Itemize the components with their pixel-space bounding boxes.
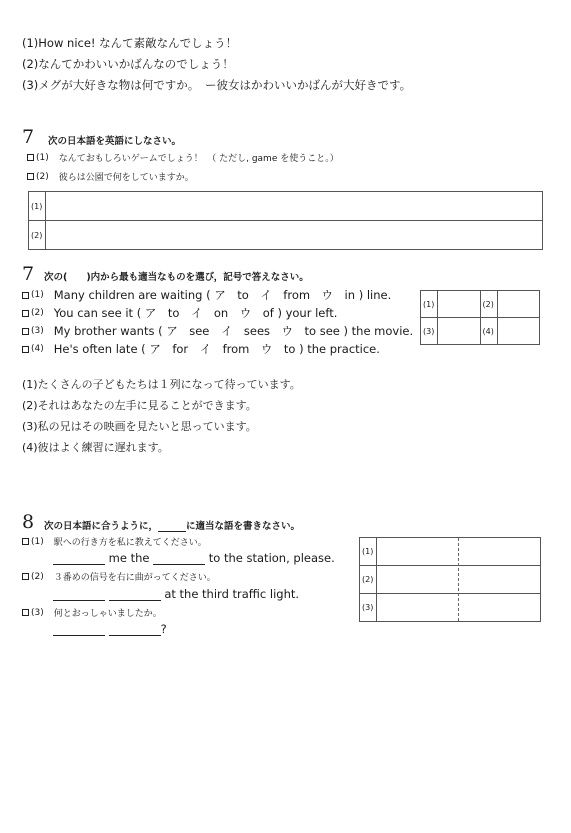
- checkbox-icon[interactable]: [22, 609, 29, 616]
- section-7b-number: 7: [22, 263, 35, 285]
- item-number: (2): [31, 571, 44, 582]
- title-blank: [158, 522, 186, 532]
- section-7a-number: 7: [22, 126, 35, 148]
- cell-label: (1): [421, 291, 438, 318]
- sentence-part: me the: [108, 551, 150, 565]
- answer-blank[interactable]: [53, 552, 105, 565]
- checkbox-icon[interactable]: [22, 310, 29, 317]
- item-text: My brother wants ( ア see イ sees ウ to see ) the movie.: [53, 324, 414, 338]
- section-8-number: 8: [22, 511, 35, 533]
- answer-blank[interactable]: [109, 588, 161, 601]
- row-label: (1): [360, 538, 377, 566]
- answer-cell[interactable]: [497, 291, 540, 318]
- row-label: (2): [360, 566, 377, 594]
- section-8-title: [44, 518, 300, 532]
- title-part-1: 次の日本語に合うように，: [44, 521, 159, 532]
- answer-cell[interactable]: [438, 291, 481, 318]
- section-7b-item-1: [22, 287, 391, 303]
- grid-divider: [458, 538, 459, 621]
- answer-blank[interactable]: [53, 588, 105, 601]
- item-text: なんておもしろいゲームでしょう！ （ ただし, game を使うこと。）: [58, 154, 339, 164]
- cell-label: (4): [480, 318, 497, 345]
- item-number: (1): [31, 290, 44, 300]
- item-number: (2): [31, 308, 44, 318]
- item-number: (1): [36, 152, 49, 163]
- row-label: (2): [29, 221, 46, 250]
- answer-cell[interactable]: [46, 192, 543, 221]
- section-7b-item-2: [22, 305, 337, 321]
- answer-blank[interactable]: [153, 552, 205, 565]
- checkbox-icon[interactable]: [22, 292, 29, 299]
- checkbox-icon[interactable]: [22, 538, 29, 545]
- section-8-item-2-jp: [22, 570, 216, 583]
- answer-cell[interactable]: [438, 318, 481, 345]
- section-7a-item-1: [27, 151, 339, 164]
- section-7a-item-2: [27, 170, 194, 183]
- top-sentence-1: (1)How nice! なんて素敵なんでしょう！: [22, 36, 238, 50]
- checkbox-icon[interactable]: [22, 573, 29, 580]
- translation-2: (2)それはあなたの左手に見ることができます。: [22, 399, 257, 412]
- section-7b-answer-grid: [420, 290, 540, 345]
- item-number: (2): [36, 171, 49, 182]
- section-7b-item-4: [22, 341, 380, 357]
- item-number: (3): [31, 607, 44, 618]
- section-8-item-1-en: [53, 551, 335, 565]
- section-8-item-3-jp: [22, 606, 162, 619]
- row-label: (3): [360, 594, 377, 622]
- sentence-part: to the station, please.: [208, 551, 335, 565]
- item-number: (1): [31, 536, 44, 547]
- item-text: Many children are waiting ( ア to イ from ウ in ) line.: [53, 288, 392, 302]
- translation-3: (3)私の兄はその映画を見たいと思っています。: [22, 420, 257, 433]
- item-text: 何とおっしゃいましたか。: [53, 609, 162, 619]
- row-label: (1): [29, 192, 46, 221]
- section-7b-item-3: [22, 323, 413, 339]
- top-sentence-3: (3)メグが大好きな物は何ですか。 ー彼女はかわいいかばんが大好きです。: [22, 78, 412, 92]
- title-part-2: に適当な語を書きなさい。: [186, 521, 301, 532]
- answer-blank[interactable]: [109, 623, 161, 636]
- cell-label: (3): [421, 318, 438, 345]
- section-8-item-1-jp: [22, 535, 207, 548]
- section-8-item-2-en: [53, 587, 299, 601]
- item-text: He's often late ( ア for イ from ウ to ) the practice.: [53, 342, 380, 356]
- checkbox-icon[interactable]: [22, 328, 29, 335]
- section-8-answer-grid: [359, 537, 541, 622]
- cell-label: (2): [480, 291, 497, 318]
- section-8-item-3-en: [53, 622, 167, 636]
- sentence-part: at the third traffic light.: [164, 587, 300, 601]
- section-7b-title: 次の( )内から最も適当なものを選び，記号で答えなさい。: [44, 272, 309, 283]
- checkbox-icon[interactable]: [27, 173, 34, 180]
- checkbox-icon[interactable]: [22, 346, 29, 353]
- item-text: ３番めの信号を右に曲がってください。: [53, 573, 216, 583]
- answer-blank[interactable]: [53, 623, 105, 636]
- item-text: 彼らは公園で何をしていますか。: [58, 173, 194, 183]
- answer-cell[interactable]: [46, 221, 543, 250]
- item-text: 駅への行き方を私に教えてください。: [53, 538, 207, 548]
- top-sentence-2: (2)なんてかわいいかばんなのでしょう！: [22, 57, 234, 71]
- item-number: (3): [31, 326, 44, 336]
- translation-4: (4)彼はよく練習に遅れます。: [22, 441, 169, 454]
- item-text: You can see it ( ア to イ on ウ of ) your left.: [53, 306, 338, 320]
- section-7a-answer-grid: [28, 191, 543, 250]
- answer-cell[interactable]: [497, 318, 540, 345]
- translation-1: (1)たくさんの子どもたちは１列になって待っています。: [22, 378, 301, 391]
- section-7a-title: 次の日本語を英語にしなさい。: [48, 136, 182, 147]
- item-number: (4): [31, 344, 44, 354]
- checkbox-icon[interactable]: [27, 154, 34, 161]
- sentence-part: ?: [160, 622, 167, 636]
